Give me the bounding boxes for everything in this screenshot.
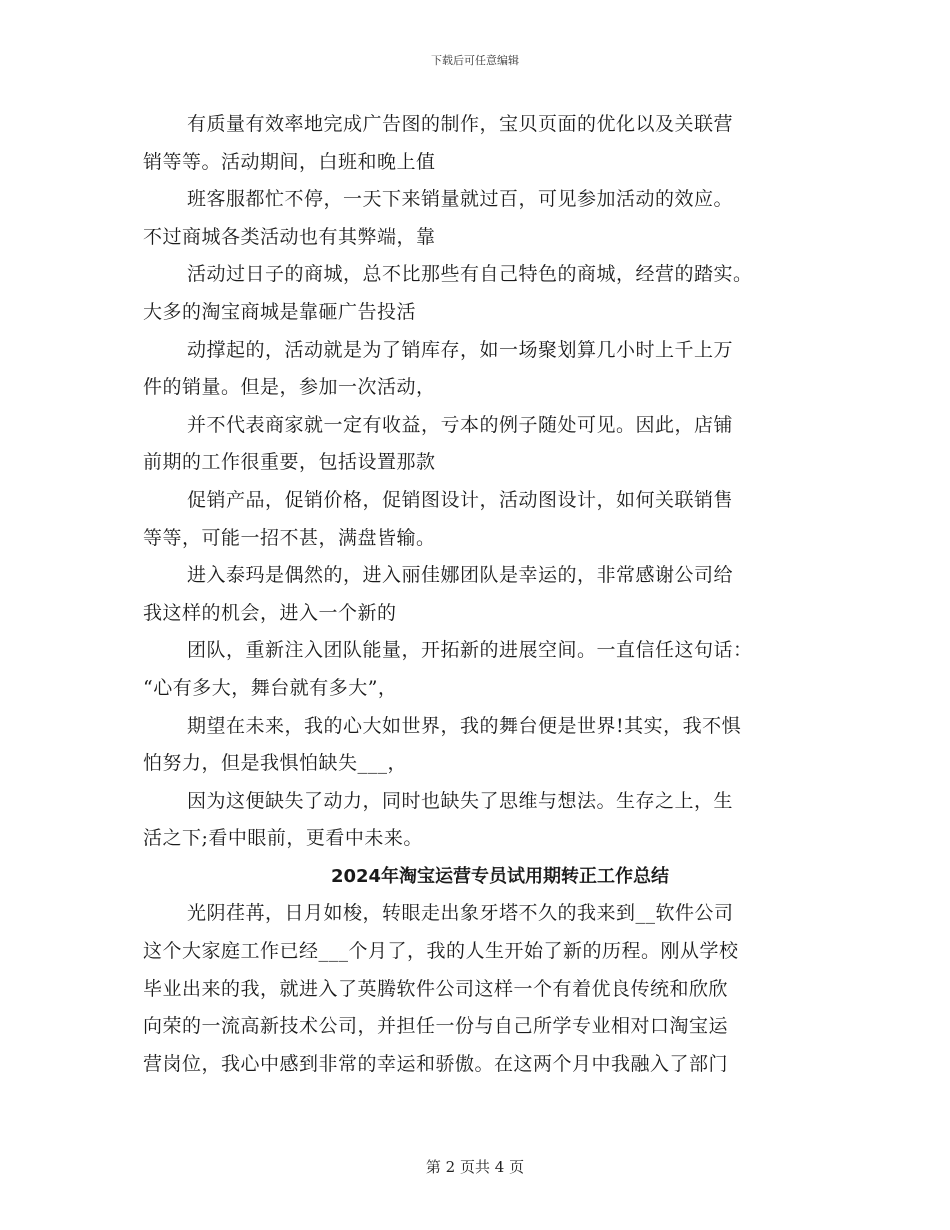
text-line: 向荣的一流高新技术公司，并担任一份与自己所学专业相对口淘宝运	[143, 1015, 729, 1038]
text-line: 营岗位，我心中感到非常的幸运和骄傲。在这两个月中我融入了部门	[143, 1052, 729, 1075]
text-line: 团队，重新注入团队能量，开拓新的进展空间。一直信任这句话：	[187, 639, 753, 662]
text-line: 促销产品，促销价格，促销图设计，活动图设计，如何关联销售	[187, 488, 734, 511]
text-line: 光阴荏苒，日月如梭，转眼走出象牙塔不久的我来到__软件公司	[187, 902, 734, 925]
document-body	[143, 106, 813, 1083]
text-line: 动撑起的，活动就是为了销库存，如一场聚划算几小时上千上万	[187, 338, 734, 361]
text-line: 等等，可能一招不甚，满盘皆输。	[143, 526, 436, 549]
text-line: 销等等。活动期间，白班和晚上值	[143, 150, 436, 173]
text-line: 进入泰玛是偶然的，进入丽佳娜团队是幸运的，非常感谢公司给	[187, 564, 734, 587]
text-line: 因为这便缺失了动力，同时也缺失了思维与想法。生存之上，生	[187, 789, 734, 812]
paragraphs-top	[143, 106, 813, 858]
text-line: 不过商城各类活动也有其弊端，靠	[143, 225, 436, 248]
text-line: 并不代表商家就一定有收益，亏本的例子随处可见。因此，店铺	[187, 413, 734, 436]
text-line: 我这样的机会，进入一个新的	[143, 601, 397, 624]
text-line: 前期的工作很重要，包括设置那款	[143, 451, 436, 474]
text-line: 怕努力，但是我惧怕缺失___，	[143, 752, 408, 775]
page-header: 下载后可任意编辑	[431, 54, 519, 67]
paragraphs-bottom	[143, 895, 813, 1083]
text-line: 期望在未来，我的心大如世界，我的舞台便是世界!其实，我不惧	[187, 714, 742, 737]
text-line: 件的销量。但是，参加一次活动，	[143, 376, 436, 399]
section-title: 2024年淘宝运营专员试用期转正工作总结	[330, 865, 670, 887]
text-line: 活动过日子的商城，总不比那些有自己特色的商城，经营的踏实。	[187, 263, 753, 286]
text-line: 大多的淘宝商城是靠砸广告投活	[143, 300, 417, 323]
text-line: 毕业出来的我，就进入了英腾软件公司这样一个有着优良传统和欣欣	[143, 977, 729, 1000]
text-line: 这个大家庭工作已经___个月了，我的人生开始了新的历程。刚从学校	[143, 940, 739, 963]
text-line: “心有多大，舞台就有多大”，	[143, 676, 398, 699]
text-line: 活之下;看中眼前，更看中未来。	[143, 827, 423, 850]
text-line: 有质量有效率地完成广告图的制作，宝贝页面的优化以及关联营	[187, 113, 734, 135]
text-line: 班客服都忙不停，一天下来销量就过百，可见参加活动的效应。	[187, 188, 734, 211]
page-footer: 第 2 页共 4 页	[425, 1158, 525, 1176]
